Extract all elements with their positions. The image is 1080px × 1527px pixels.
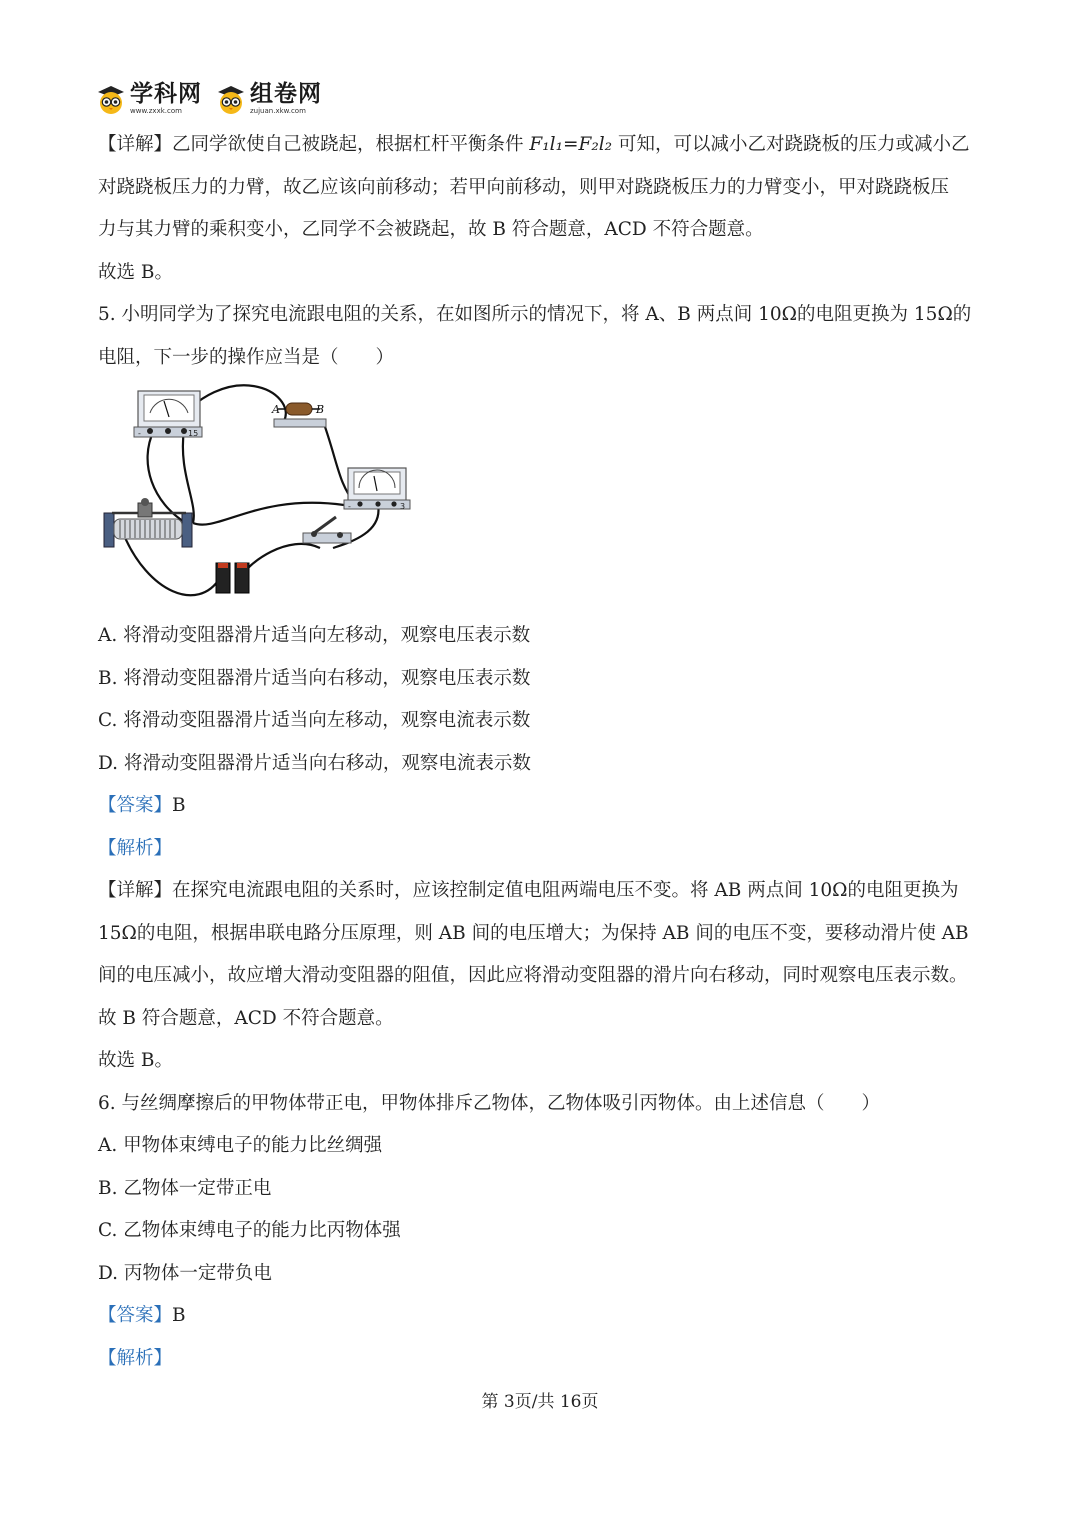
q6-answer <box>98 1295 988 1338</box>
q5-option-b: B. 将滑动变阻器滑片适当向右移动，观察电压表示数 <box>98 667 531 689</box>
q5-stem-line-1 <box>98 294 988 337</box>
question-text: 与丝绸摩擦后的甲物体带正电，甲物体排斥乙物体，乙物体吸引丙物体。由上述信息（ ） <box>121 1092 881 1114</box>
rheostat <box>104 498 192 547</box>
answer-tag: 【答案】 <box>98 1305 173 1326</box>
q6-option-b: B. 乙物体一定带正电 <box>98 1177 272 1199</box>
logo2-url: zujuan.xkw.com <box>250 107 306 115</box>
answer-value: B <box>172 1305 186 1326</box>
q5-answer <box>98 785 988 828</box>
resistor-ab <box>271 403 326 427</box>
point-b-label: B <box>316 403 325 416</box>
detail-text: 可知，可以减小乙对跷跷板的压力或减小乙 <box>612 134 970 155</box>
q5-detail-line-4: 故 B 符合题意，ACD 不符合题意。 <box>98 1007 394 1029</box>
q6-option-c: C. 乙物体束缚电子的能力比丙物体强 <box>98 1220 401 1241</box>
logo1-url: www.zxxk.com <box>130 107 182 115</box>
formula: F₁l₁=F₂l₂ <box>529 134 613 155</box>
voltmeter-neg-label: - <box>138 429 141 438</box>
ammeter <box>344 468 410 511</box>
q5-detail-line-3: 间的电压减小，故应增大滑动变阻器的阻值，因此应将滑动变阻器的滑片向右移动，同时观察电压表示数。 <box>98 965 968 986</box>
q6-option-d: D. 丙物体一定带负电 <box>98 1262 272 1284</box>
circuit-diagram <box>98 383 428 613</box>
q4-choose: 故选 B。 <box>98 261 173 283</box>
answer-tag: 【答案】 <box>98 795 173 816</box>
owl-mascot-icon <box>96 83 126 115</box>
logo1-name: 学科网 <box>130 81 202 107</box>
detail-tag: 【详解】 <box>98 880 173 901</box>
q5-option-c: C. 将滑动变阻器滑片适当向左移动，观察电流表示数 <box>98 710 531 731</box>
q5-detail-line-2: 15Ω的电阻，根据串联电路分压原理，则 AB 间的电压增大；为保持 AB 间的电压不变，要移动滑片使 AB <box>98 922 969 944</box>
logo-xuekewang <box>96 83 202 115</box>
question-text: 小明同学为了探究电流跟电阻的关系，在如图所示的情况下，将 A、B 两点间 10Ω的电阻更换为 15Ω的 <box>121 304 972 325</box>
voltmeter <box>134 391 202 438</box>
q6-stem <box>98 1083 988 1126</box>
point-a-label: A <box>272 403 280 416</box>
q5-detail-line-1 <box>98 870 988 913</box>
detail-tag: 【详解】 <box>98 134 173 155</box>
owl-mascot-icon <box>216 83 246 115</box>
q4-detail-line-2: 对跷跷板压力的力臂，故乙应该向前移动；若甲向前移动，则甲对跷跷板压力的力臂变小，甲对跷跷板压 <box>98 176 950 198</box>
page-number: 第 3页/共 16页 <box>481 1392 599 1412</box>
answer-value: B <box>172 795 186 816</box>
detail-text: 在探究电流跟电阻的关系时，应该控制定值电阻两端电压不变。将 AB 两点间 10Ω的电阻更换为 <box>172 880 959 901</box>
battery <box>216 563 249 593</box>
question-number: 6. <box>98 1092 116 1114</box>
q5-choose: 故选 B。 <box>98 1050 173 1071</box>
q4-detail-line-1 <box>98 124 988 167</box>
q5-option-a: A. 将滑动变阻器滑片适当向左移动，观察电压表示数 <box>98 625 531 646</box>
q6-option-a: A. 甲物体束缚电子的能力比丝绸强 <box>98 1135 383 1156</box>
switch <box>303 517 351 543</box>
page-content <box>98 124 988 1380</box>
q5-stem-line-2: 电阻，下一步的操作应当是（ ） <box>98 346 395 368</box>
detail-text: 乙同学欲使自己被跷起，根据杠杆平衡条件 <box>172 134 530 155</box>
q4-detail-line-3: 力与其力臂的乘积变小，乙同学不会被跷起，故 B 符合题意，ACD 不符合题意。 <box>98 219 764 240</box>
logo2-name: 组卷网 <box>250 81 322 107</box>
q5-analysis-tag: 【解析】 <box>98 837 173 859</box>
q6-analysis-tag: 【解析】 <box>98 1347 173 1369</box>
circuit-figure <box>98 383 988 613</box>
ammeter-neg-label: - <box>348 502 351 511</box>
q5-option-d: D. 将滑动变阻器滑片适当向右移动，观察电流表示数 <box>98 752 531 774</box>
logo-zujuanwang <box>216 83 322 115</box>
voltmeter-scale-label: 15 <box>188 429 199 438</box>
question-number: 5. <box>98 304 116 325</box>
header-logos <box>96 80 322 118</box>
ammeter-scale-label: 3 <box>400 502 406 511</box>
